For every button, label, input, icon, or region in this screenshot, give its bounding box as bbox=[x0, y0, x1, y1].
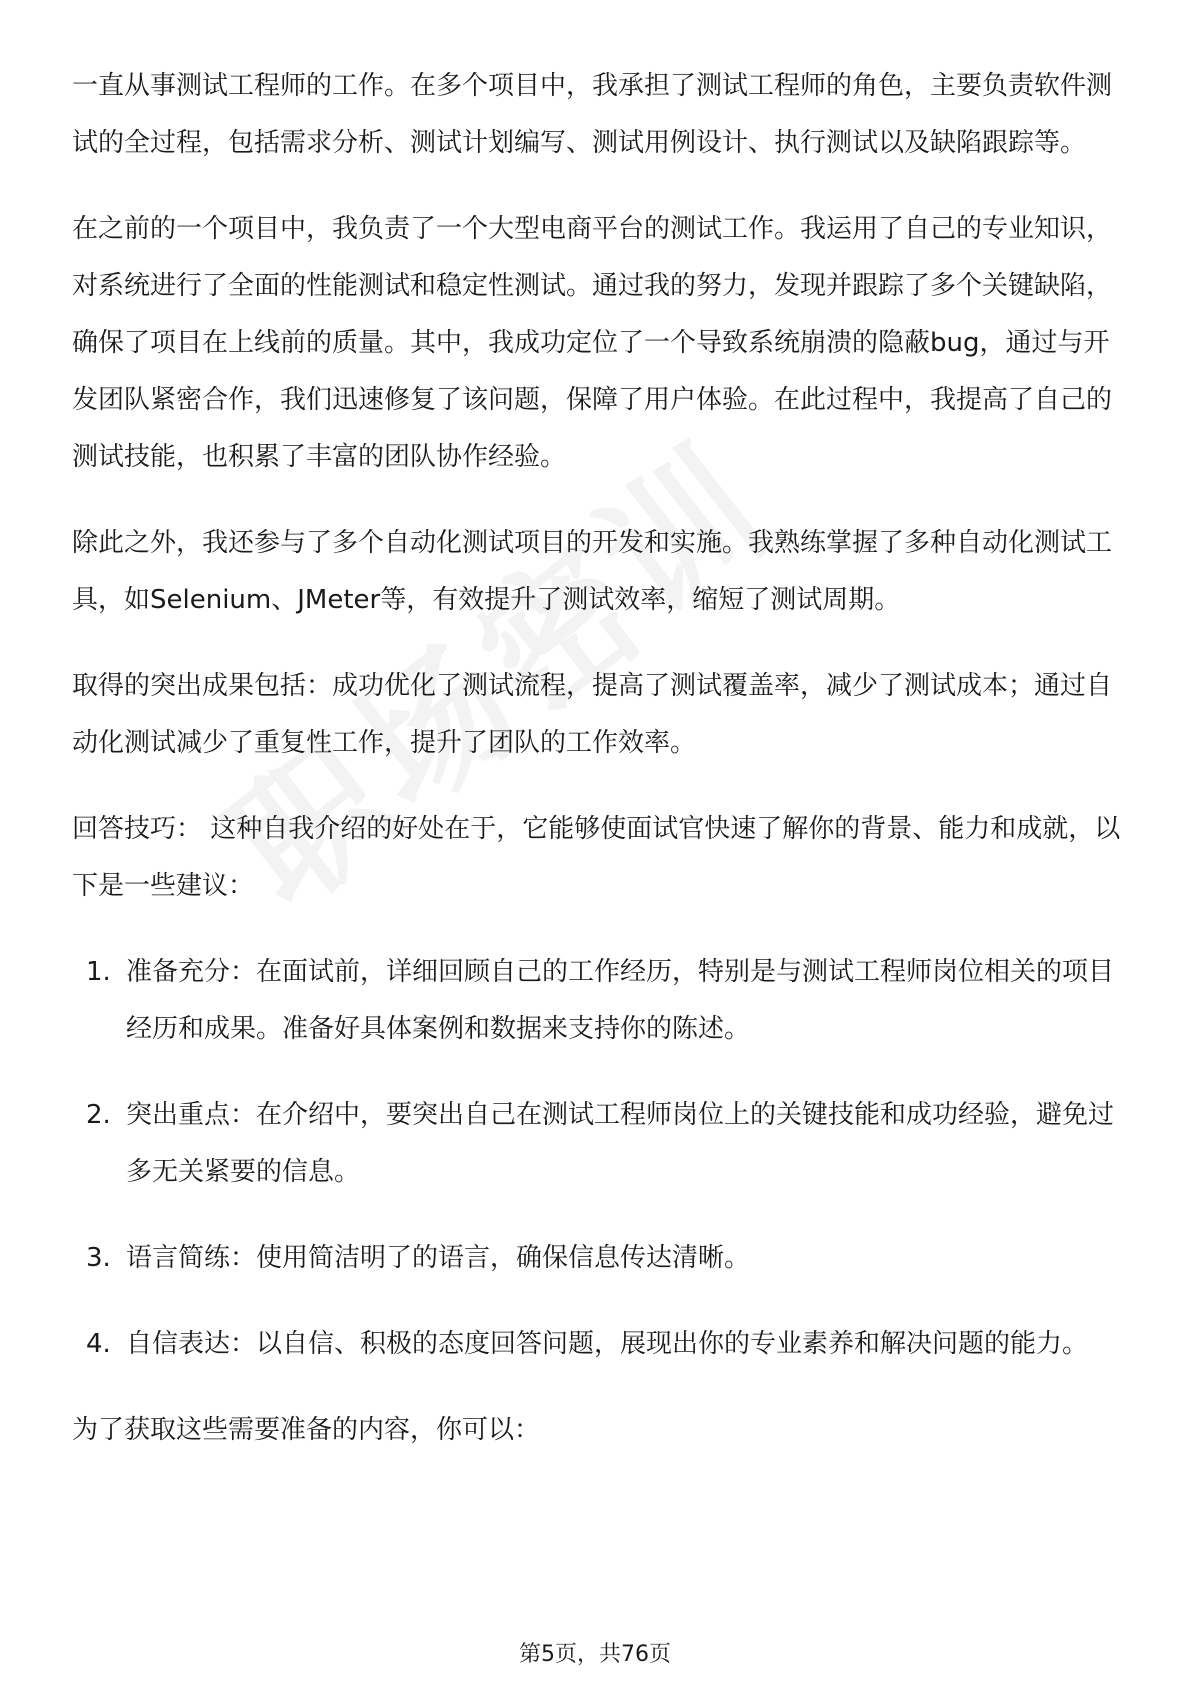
list-item-number: 4. bbox=[86, 1329, 111, 1359]
list-item bbox=[72, 1230, 1132, 1287]
page-number-footer: 第5页，共76页 bbox=[519, 1642, 671, 1667]
document-body bbox=[72, 58, 1132, 1488]
list-item bbox=[72, 944, 1132, 1058]
paragraph-experience-intro: 一直从事测试工程师的工作。在多个项目中，我承担了测试工程师的角色，主要负责软件测试的全过程，包括需求分析、测试计划编写、测试用例设计、执行测试以及缺陷跟踪等。 bbox=[72, 71, 1113, 158]
list-item-text: 语言简练：使用简洁明了的语言，确保信息传达清晰。 bbox=[126, 1243, 751, 1273]
paragraph-achievements: 取得的突出成果包括：成功优化了测试流程，提高了测试覆盖率，减少了测试成本；通过自动化测试减少了重复性工作，提升了团队的工作效率。 bbox=[72, 671, 1113, 758]
list-item-number: 3. bbox=[86, 1243, 111, 1273]
paragraph-ecommerce-project: 在之前的一个项目中，我负责了一个大型电商平台的测试工作。我运用了自己的专业知识，对系统进行了全面的性能测试和稳定性测试。通过我的努力，发现并跟踪了多个关键缺陷，确保了项目在上线前的质量。其中，我成功定位了一个导致系统崩溃的隐蔽bug，通过与开发团队紧密合作，我们迅速修复了该问题，保障了用户体验。在此过程中，我提高了自己的测试技能，也积累了丰富的团队协作经验。 bbox=[72, 214, 1113, 472]
paragraph-answer-tips: 回答技巧： 这种自我介绍的好处在于，它能够使面试官快速了解你的背景、能力和成就，以下是一些建议： bbox=[72, 814, 1121, 901]
list-item bbox=[72, 1087, 1132, 1201]
list-item-text: 准备充分：在面试前，详细回顾自己的工作经历，特别是与测试工程师岗位相关的项目经历和成果。准备好具体案例和数据来支持你的陈述。 bbox=[126, 957, 1115, 1044]
tips-list bbox=[72, 944, 1132, 1373]
list-item-text: 突出重点：在介绍中，要突出自己在测试工程师岗位上的关键技能和成功经验，避免过多无关紧要的信息。 bbox=[126, 1100, 1115, 1187]
paragraph-closing: 为了获取这些需要准备的内容，你可以： bbox=[72, 1415, 541, 1445]
list-item-number: 2. bbox=[86, 1100, 111, 1130]
list-item-text: 自信表达：以自信、积极的态度回答问题，展现出你的专业素养和解决问题的能力。 bbox=[126, 1329, 1089, 1359]
paragraph-automation: 除此之外，我还参与了多个自动化测试项目的开发和实施。我熟练掌握了多种自动化测试工具，如Selenium、JMeter等，有效提升了测试效率，缩短了测试周期。 bbox=[72, 528, 1113, 615]
list-item bbox=[72, 1316, 1132, 1373]
list-item-number: 1. bbox=[86, 957, 111, 987]
